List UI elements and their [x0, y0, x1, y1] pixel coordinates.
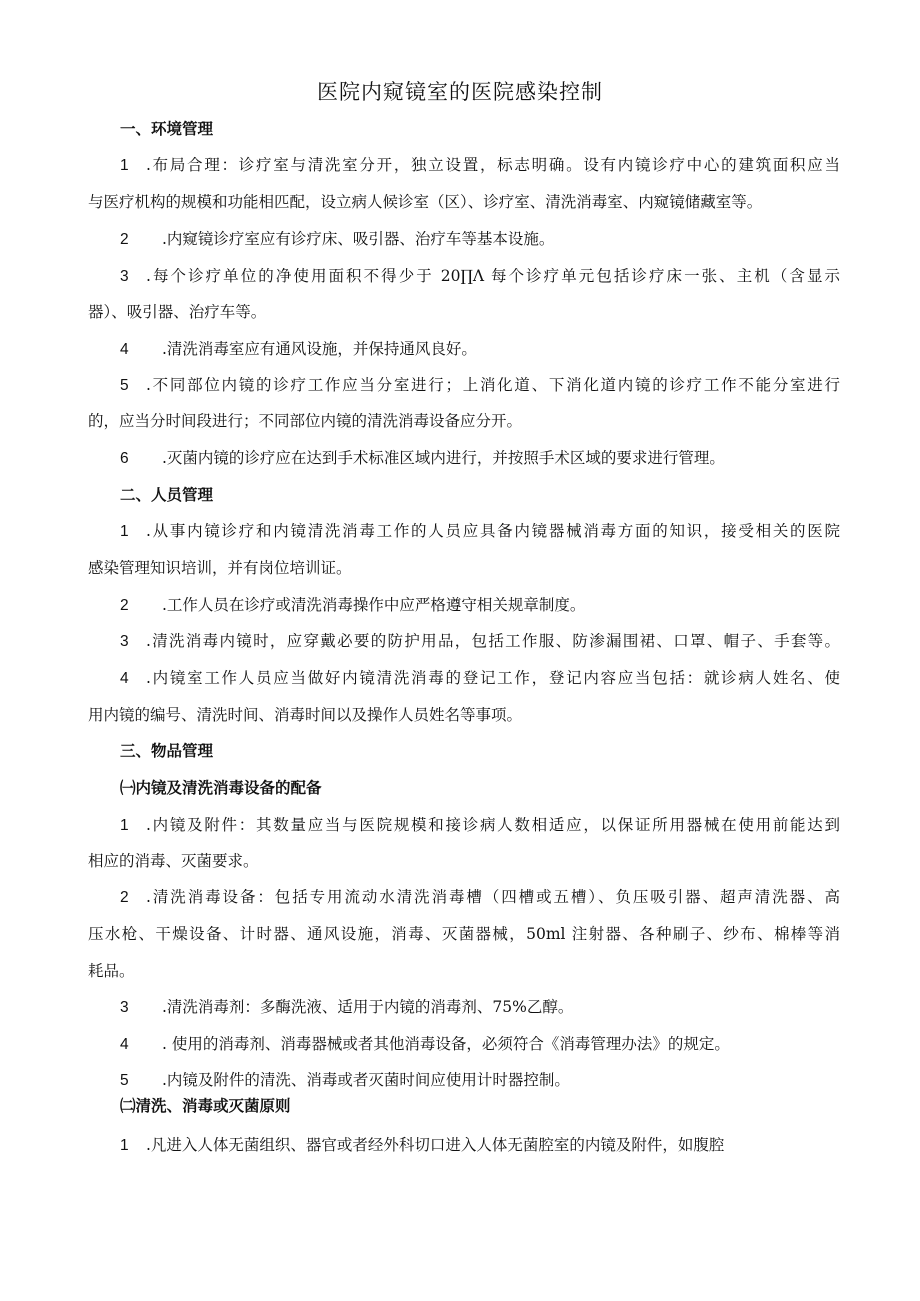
paragraph-line: 耗品。 [88, 962, 135, 980]
paragraph-line: 2 .工作人员在诊疗或清洗消毒操作中应严格遵守相关规章制度。 [120, 596, 586, 614]
paragraph-line: 3 .每个诊疗单位的净使用面积不得少于 20∏Λ 每个诊疗单元包括诊疗床一张、主机（含显示 [120, 267, 840, 285]
paragraph-line: 用内镜的编号、清洗时间、消毒时间以及操作人员姓名等事项。 [88, 706, 523, 724]
paragraph-line: 与医疗机构的规模和功能相匹配，设立病人候诊室（区）、诊疗室、清洗消毒室、内窥镜储藏室等。 [88, 193, 763, 211]
paragraph-line: 的，应当分时间段进行；不同部位内镜的清洗消毒设备应分开。 [88, 412, 523, 430]
paragraph-line: 3 .清洗消毒内镜时，应穿戴必要的防护用品，包括工作服、防渗漏围裙、口罩、帽子、手套等。 [120, 632, 840, 650]
paragraph-line: 6 .灭菌内镜的诊疗应在达到手术标准区域内进行，并按照手术区域的要求进行管理。 [120, 449, 725, 467]
paragraph-line: 1 .从事内镜诊疗和内镜清洗消毒工作的人员应具备内镜器械消毒方面的知识，接受相关的医院 [120, 522, 840, 540]
document-title: 医院内窥镜室的医院感染控制 [317, 80, 603, 104]
paragraph-line: 4 .清洗消毒室应有通风设施，并保持通风良好。 [120, 340, 477, 358]
paragraph-line: 压水枪、干燥设备、计时器、通风设施，消毒、灭菌器械，50ml 注射器、各种刷子、纱布、棉棒等消 [88, 925, 840, 943]
paragraph-line: 1 .内镜及附件：其数量应当与医院规模和接诊病人数相适应，以保证所用器械在使用前能达到 [120, 816, 840, 834]
paragraph-line: 2 .清洗消毒设备：包括专用流动水清洗消毒槽（四槽或五槽）、负压吸引器、超声清洗器、高 [120, 888, 840, 906]
paragraph-line: 感染管理知识培训，并有岗位培训证。 [88, 559, 352, 577]
paragraph-line: 相应的消毒、灭菌要求。 [88, 852, 259, 870]
paragraph-line: 3 .清洗消毒剂：多酶洗液、适用于内镜的消毒剂、75%乙醇。 [120, 998, 574, 1016]
section-heading-items: 三、物品管理 [120, 742, 214, 760]
section-heading-staff: 二、人员管理 [120, 486, 214, 504]
paragraph-line: 1 .布局合理：诊疗室与清洗室分开，独立设置，标志明确。设有内镜诊疗中心的建筑面积应当 [120, 156, 840, 174]
paragraph-line: 器）、吸引器、治疗车等。 [88, 303, 267, 321]
paragraph-line: 5 .不同部位内镜的诊疗工作应当分室进行；上消化道、下消化道内镜的诊疗工作不能分室进行 [120, 376, 840, 394]
subsection-heading-principles: ㈡清洗、消毒或灭菌原则 [120, 1097, 291, 1115]
paragraph-line: 2 .内窥镜诊疗室应有诊疗床、吸引器、治疗车等基本设施。 [120, 230, 555, 248]
paragraph-line: 4 . 使用的消毒剂、消毒器械或者其他消毒设备，必须符合《消毒管理办法》的规定。 [120, 1035, 730, 1053]
subsection-heading-equipment: ㈠内镜及清洗消毒设备的配备 [120, 779, 322, 797]
section-heading-environment: 一、环境管理 [120, 120, 214, 138]
paragraph-line: 4 .内镜室工作人员应当做好内镜清洗消毒的登记工作，登记内容应当包括：就诊病人姓名、使 [120, 669, 840, 687]
paragraph-line: 5 .内镜及附件的清洗、消毒或者灭菌时间应使用计时器控制。 [120, 1071, 570, 1089]
paragraph-line: 1 .凡进入人体无菌组织、器官或者经外科切口进入人体无菌腔室的内镜及附件，如腹腔 [120, 1136, 725, 1154]
